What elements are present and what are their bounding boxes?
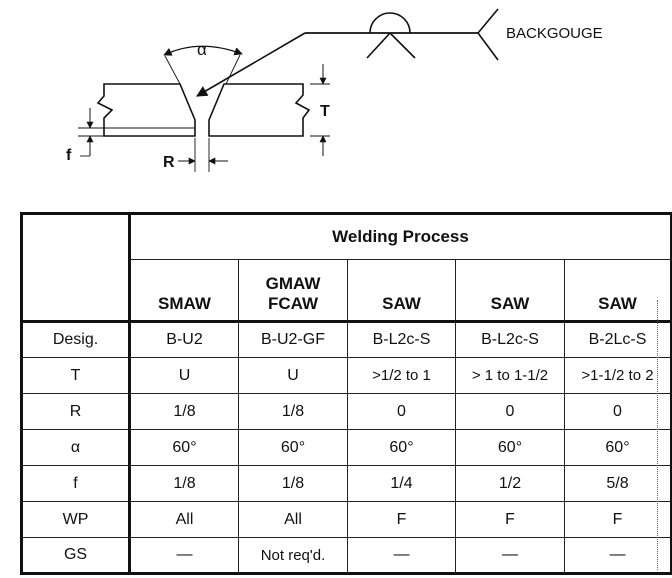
table-cell: U [239, 358, 348, 394]
process-col-5: SAW [565, 260, 672, 322]
table-cell: 60° [565, 430, 672, 466]
table-cell: — [565, 538, 672, 574]
table-cell: U [130, 358, 239, 394]
table-cell: — [130, 538, 239, 574]
table-row [22, 322, 672, 358]
table-cell: 1/2 [456, 466, 565, 502]
table-row [22, 466, 672, 502]
process-col-1: SMAW [130, 260, 239, 322]
process-col-2: GMAW FCAW [239, 260, 348, 322]
table-row [22, 502, 672, 538]
root-face-label: f [66, 147, 72, 164]
alpha-label: α [197, 40, 207, 59]
table-row [22, 430, 672, 466]
table-cell: 1/8 [239, 466, 348, 502]
table-cell: >1-1/2 to 2 [565, 358, 672, 394]
corner-cell [22, 214, 130, 322]
table-cell: >1/2 to 1 [348, 358, 456, 394]
welding-process-header: Welding Process [130, 214, 672, 260]
row-label: WP [22, 502, 130, 538]
table-cell: 1/4 [348, 466, 456, 502]
table-cell: F [348, 502, 456, 538]
table-cell: 0 [565, 394, 672, 430]
table-cell: > 1 to 1-1/2 [456, 358, 565, 394]
table-cell: B-U2-GF [239, 322, 348, 358]
table-cell: 60° [130, 430, 239, 466]
table-cell: B-L2c-S [348, 322, 456, 358]
table-cell: F [456, 502, 565, 538]
right-plate [209, 84, 309, 136]
table-cell: — [456, 538, 565, 574]
table-cell: All [130, 502, 239, 538]
welding-process-table [20, 212, 672, 575]
thickness-label: T [320, 103, 330, 120]
row-label: GS [22, 538, 130, 574]
table-cell: 1/8 [130, 466, 239, 502]
backgouge-weld-symbol [370, 13, 410, 33]
root-opening-label: R [163, 154, 175, 171]
process-col-3: SAW [348, 260, 456, 322]
row-label: T [22, 358, 130, 394]
table-cell: All [239, 502, 348, 538]
row-label: α [22, 430, 130, 466]
table-cell: 1/8 [239, 394, 348, 430]
process-col-4: SAW [456, 260, 565, 322]
table-cell: 0 [456, 394, 565, 430]
table-cell: 5/8 [565, 466, 672, 502]
joint-diagram [0, 0, 672, 200]
dotted-edge-line [657, 300, 659, 570]
row-label: R [22, 394, 130, 430]
table-cell: B-2Lc-S [565, 322, 672, 358]
table-cell: 60° [239, 430, 348, 466]
table-cell: B-L2c-S [456, 322, 565, 358]
table-cell: — [348, 538, 456, 574]
table-cell: Not req'd. [239, 538, 348, 574]
leader-arrow [197, 33, 305, 96]
table-row [22, 538, 672, 574]
backgouge-label: BACKGOUGE [506, 25, 603, 42]
table-cell: B-U2 [130, 322, 239, 358]
table-cell: 0 [348, 394, 456, 430]
table-cell: 60° [348, 430, 456, 466]
table-row [22, 394, 672, 430]
table-cell: 1/8 [130, 394, 239, 430]
table-cell: F [565, 502, 672, 538]
row-label: Desig. [22, 322, 130, 358]
table-row [22, 358, 672, 394]
table-cell: 60° [456, 430, 565, 466]
row-label: f [22, 466, 130, 502]
